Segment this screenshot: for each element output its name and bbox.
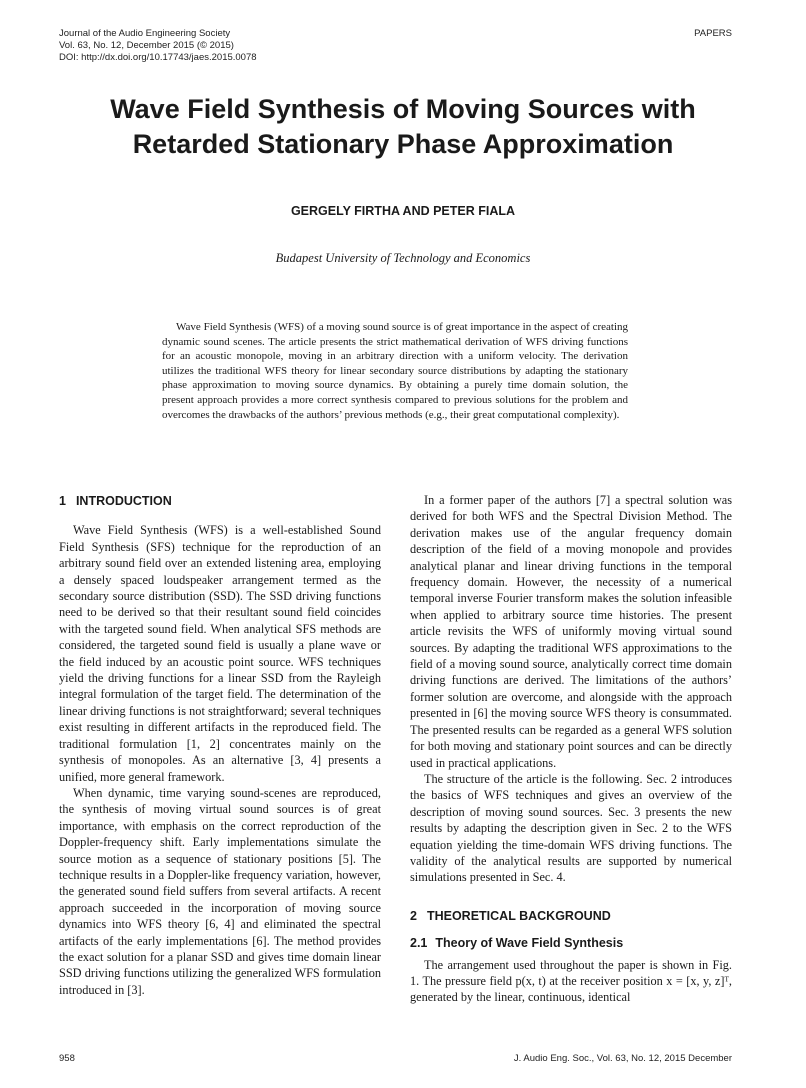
paragraph: The structure of the article is the following. Sec. 2 introduces the basics of WFS techniques and gives an overview of the description of moving sound sources. Sec. 3 presents the new results by adapting the description given in Sec. 2 to the WFS equation yielding the time-domain WFS driving functions. The validity of the analytical results are supported by numerical simulations presented in Sec. 4. [410, 771, 732, 885]
subsection-title: Theory of Wave Field Synthesis [435, 936, 624, 951]
abstract: Wave Field Synthesis (WFS) of a moving sound source is of great importance in the aspect of creating dynamic sound scenes. The article presents the strict mathematical derivation of WFS driving functions for an acoustic monopole, moving in an arbitrary direction with a uniform velocity. The derivation utilizes the traditional WFS theory for linear secondary source distributions by adapting the stationary phase approximation to moving source dynamics. By obtaining a purely time domain solution, the present approach provides a more correct synthesis compared to previous solutions for the problem and overcomes the drawbacks of the authors’ previous methods (e.g., their great computational complexity). [162, 321, 628, 421]
journal-header [59, 28, 257, 64]
paragraph: The arrangement used throughout the paper is shown in Fig. 1. The pressure field p(x, t) at the receiver position x = [x, y, z]ᵀ, generated by the linear, continuous, identical [410, 957, 732, 1005]
subsection-number: 2.1 [410, 936, 428, 951]
section-title: INTRODUCTION [75, 494, 172, 508]
affiliation: Budapest University of Technology and Economics [275, 251, 531, 265]
doi-link[interactable]: DOI: http://dx.doi.org/10.17743/jaes.2015.0078 [59, 52, 257, 63]
paragraph: Wave Field Synthesis (WFS) is a well-established Sound Field Synthesis (SFS) technique for the reproduction of an arbitrary sound field over an extended listening area, employing a densely spaced loudspeaker arrangement termed as the secondary source distribution (SSD). The SSD driving functions need to be derived so that their resultant sound field coincides with the targeted sound field. When analytical SFS methods are considered, the targeted sound field is usually a plane wave or the field induced by an acoustic point source. WFS techniques yield the driving functions for a linear SSD from the Rayleigh integral formulation of the target field. The determination of the linear driving functions is not straightforward; several techniques exist resulting in different artifacts in the reproduced field. The traditional formulation [1, 2] concentrates mainly on the synthesis of monopoles. As an alternative [3, 4] presents a unified, more general framework. [59, 523, 381, 784]
paragraph: When dynamic, time varying sound-scenes are reproduced, the synthesis of moving virtual sound sources is of great importance, with emphasis on the correct reproduction of the Doppler-frequency shift. Early implementations simulate the source motion as a sequence of stationary positions [5]. The technique results in a Doppler-like frequency variation, however, the generated sound field suffers from several artifacts. A recent approach succeeded in the incorporation of moving source dynamics into WFS theory [6, 4] and eliminated the spectral artifacts of the early implementations [6]. The method provides the exact solution for a planar SSD and gives time domain linear SSD driving functions utilizing the generalized WFS formulation introduced in [3]. [59, 785, 381, 997]
section-label: PAPERS [694, 28, 732, 39]
section-number: 2 [410, 908, 417, 923]
journal-volume: Vol. 63, No. 12, December 2015 (© 2015) [59, 40, 234, 51]
paragraph: In a former paper of the authors [7] a spectral solution was derived for both WFS and the Spectral Division Method. The derivation makes use of the angular frequency domain description of the field of a moving monopole and provides analytical planar and linear driving functions in the temporal frequency domain. However, the necessity of a numerical temporal inverse Fourier transform makes the solution infeasible when applied to arbitrary source time histories. The present article revisits the WFS of uniformly moving virtual sound sources. By adapting the traditional WFS approximations to the field of a moving sound source, analytically correct time domain driving functions are derived. The limitations of the authors’ former solution are overcome, and alongside with the approach presented in [6] the moving source WFS theory is consummated. The presented results can be regarded as a general WFS solution for both moving and stationary point sources and can be directly used in practical applications. [410, 493, 732, 770]
left-column [59, 492, 381, 998]
page-number: 958 [59, 1053, 75, 1064]
authors: GERGELY FIRTHA AND PETER FIALA [290, 204, 516, 218]
section-heading-introduction [59, 493, 381, 509]
subsection-heading-wfs-theory [410, 935, 732, 951]
right-column [410, 492, 732, 1006]
journal-name: Journal of the Audio Engineering Society [59, 28, 231, 39]
footer-citation: J. Audio Eng. Soc., Vol. 63, No. 12, 2015 December [513, 1053, 732, 1064]
title-line-2: Retarded Stationary Phase Approximation [132, 129, 674, 159]
section-title: THEORETICAL BACKGROUND [426, 908, 611, 923]
paper-title [60, 92, 746, 162]
section-number: 1 [59, 494, 66, 508]
title-line-1: Wave Field Synthesis of Moving Sources with [110, 94, 696, 124]
section-heading-theoretical-background [410, 908, 732, 924]
